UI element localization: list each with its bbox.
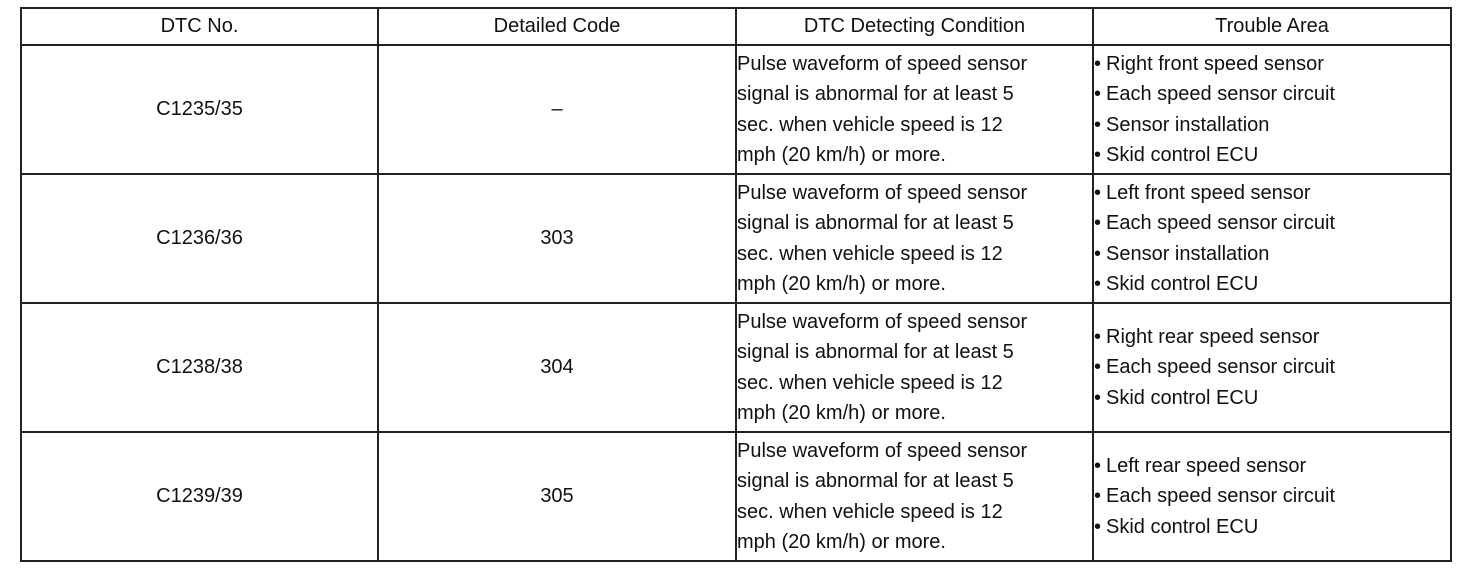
dtc-number: C1239/39 — [21, 432, 378, 561]
condition-line: signal is abnormal for at least 5 — [737, 470, 1014, 492]
dtc-number: C1235/35 — [21, 45, 378, 174]
list-item — [1094, 110, 1450, 141]
trouble-area-item: Skid control ECU — [1106, 386, 1259, 409]
trouble-area-item: Skid control ECU — [1106, 515, 1259, 538]
trouble-area-item: Each speed sensor circuit — [1106, 356, 1336, 379]
trouble-area-item: Right front speed sensor — [1106, 52, 1324, 75]
table-row — [21, 303, 1451, 432]
bullet-icon: • — [1094, 386, 1102, 409]
detailed-code: 303 — [378, 174, 736, 303]
list-item — [1094, 269, 1450, 300]
bullet-icon: • — [1094, 356, 1102, 379]
bullet-icon: • — [1094, 52, 1102, 75]
dtc-table — [20, 7, 1452, 562]
condition-line: Pulse waveform of speed sensor — [737, 439, 1028, 462]
trouble-area — [1093, 174, 1451, 303]
header-trouble-area: Trouble Area — [1093, 8, 1451, 45]
detecting-condition — [736, 303, 1093, 432]
table-row — [21, 45, 1451, 174]
trouble-area-list — [1094, 322, 1450, 414]
table-body — [21, 45, 1451, 561]
bullet-icon: • — [1094, 485, 1102, 508]
trouble-area-item: Left rear speed sensor — [1106, 454, 1307, 477]
condition-line: signal is abnormal for at least 5 — [737, 341, 1014, 363]
list-item — [1094, 178, 1450, 209]
condition-line: Pulse waveform of speed sensor — [737, 52, 1028, 75]
detecting-condition — [736, 432, 1093, 561]
list-item — [1094, 352, 1450, 383]
detailed-code: 305 — [378, 432, 736, 561]
trouble-area-list — [1094, 49, 1450, 171]
bullet-icon: • — [1094, 113, 1102, 136]
trouble-area-item: Each speed sensor circuit — [1106, 83, 1336, 105]
trouble-area — [1093, 432, 1451, 561]
list-item — [1094, 239, 1450, 270]
trouble-area-item: Each speed sensor circuit — [1106, 485, 1336, 508]
trouble-area-item: Left front speed sensor — [1106, 181, 1311, 204]
trouble-area — [1093, 45, 1451, 174]
condition-line: mph (20 km/h) or more. — [737, 402, 946, 424]
detailed-code: – — [378, 45, 736, 174]
condition-line: sec. when vehicle speed is 12 — [737, 371, 1003, 394]
list-item — [1094, 208, 1450, 239]
trouble-area-list — [1094, 178, 1450, 300]
condition-line: Pulse waveform of speed sensor — [737, 310, 1028, 333]
condition-line: sec. when vehicle speed is 12 — [737, 113, 1003, 136]
bullet-icon: • — [1094, 454, 1102, 477]
condition-line: mph (20 km/h) or more. — [737, 531, 946, 553]
list-item — [1094, 481, 1450, 512]
list-item — [1094, 512, 1450, 543]
condition-line: mph (20 km/h) or more. — [737, 273, 946, 295]
trouble-area-item: Skid control ECU — [1106, 144, 1259, 166]
bullet-icon: • — [1094, 515, 1102, 538]
table-row — [21, 432, 1451, 561]
header-detecting-condition: DTC Detecting Condition — [736, 8, 1093, 45]
detecting-condition — [736, 174, 1093, 303]
condition-line: Pulse waveform of speed sensor — [737, 181, 1028, 204]
trouble-area-item: Sensor installation — [1106, 113, 1270, 136]
condition-line: signal is abnormal for at least 5 — [737, 83, 1014, 105]
bullet-icon: • — [1094, 181, 1102, 204]
condition-line: signal is abnormal for at least 5 — [737, 212, 1014, 234]
dtc-number: C1238/38 — [21, 303, 378, 432]
detecting-condition — [736, 45, 1093, 174]
header-dtc-no: DTC No. — [21, 8, 378, 45]
dtc-number: C1236/36 — [21, 174, 378, 303]
list-item — [1094, 383, 1450, 414]
bullet-icon: • — [1094, 242, 1102, 265]
list-item — [1094, 451, 1450, 482]
trouble-area — [1093, 303, 1451, 432]
list-item — [1094, 79, 1450, 110]
detailed-code: 304 — [378, 303, 736, 432]
bullet-icon: • — [1094, 212, 1102, 234]
trouble-area-item: Right rear speed sensor — [1106, 325, 1320, 348]
bullet-icon: • — [1094, 83, 1102, 105]
condition-line: sec. when vehicle speed is 12 — [737, 500, 1003, 523]
bullet-icon: • — [1094, 144, 1102, 166]
list-item — [1094, 322, 1450, 353]
condition-line: sec. when vehicle speed is 12 — [737, 242, 1003, 265]
table-row — [21, 174, 1451, 303]
trouble-area-list — [1094, 451, 1450, 543]
trouble-area-item: Each speed sensor circuit — [1106, 212, 1336, 234]
condition-line: mph (20 km/h) or more. — [737, 144, 946, 166]
list-item — [1094, 49, 1450, 80]
bullet-icon: • — [1094, 273, 1102, 295]
trouble-area-item: Sensor installation — [1106, 242, 1270, 265]
bullet-icon: • — [1094, 325, 1102, 348]
list-item — [1094, 140, 1450, 171]
header-detailed-code: Detailed Code — [378, 8, 736, 45]
header-row — [21, 8, 1451, 45]
trouble-area-item: Skid control ECU — [1106, 273, 1259, 295]
